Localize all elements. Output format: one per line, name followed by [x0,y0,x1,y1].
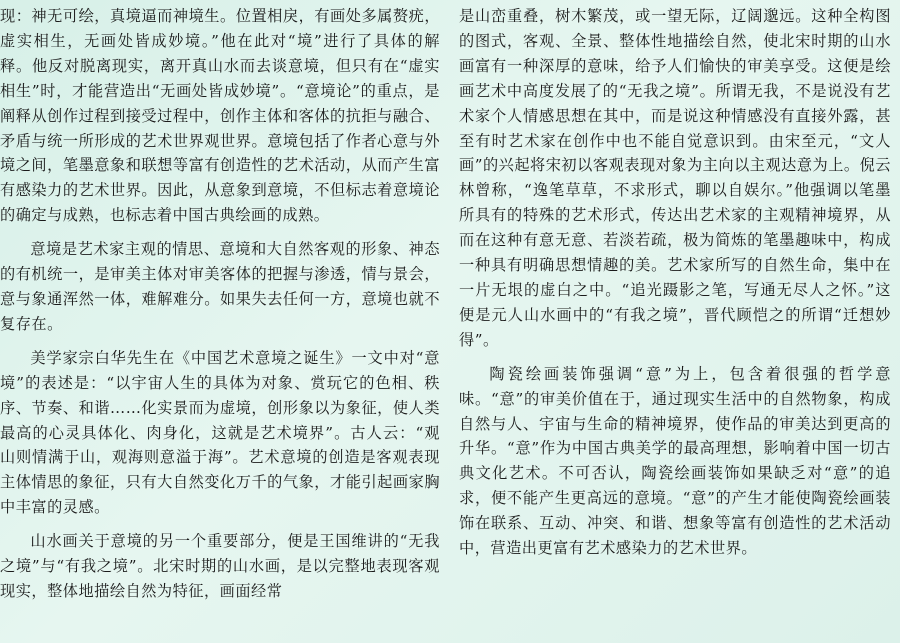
paragraph: 意境是艺术家主观的情思、意境和大自然客观的形象、神态的有机统一，是审美主体对审美客体的把握与渗透，情与景会，意与象通浑然一体，难解难分。如果失去任何一方，意境也就不复存在。 [0,240,440,333]
paragraph: 现：神无可绘，真境逼而神境生。位置相戾，有画处多属赘疣，虚实相生，无画处皆成妙境。”他在此对“境”进行了具体的解释。他反对脱离现实，离开真山水而去谈意境，但只有在“虚实相生”时，才能营造出“无画处皆成妙境”。“意境论”的重点，是阐释从创作过程到接受过程中，创作主体和客体的抗拒与融合、矛盾与统一所形成的艺术世界观世界。意境包括了作者心意与外境之间，笔墨意象和联想等富有创造性的艺术活动，从而产生富有感染力的艺术世界。因此，从意象到意境，不但标志着意境论的确定与成熟，也标志着中国古典绘画的成熟。 [0,7,440,225]
paragraph: 是山峦重叠，树木繁茂，或一望无际，辽阔邈远。这种全构图的图式，客观、全景、整体性地描绘自然，使北宋时期的山水画富有一种深厚的意味，给予人们愉快的审美享受。这便是绘画艺术中高度发展了的“无我之境”。所谓无我，不是说没有艺术家个人情感思想在其中，而是说这种情感没有直接外露，甚至有时艺术家在创作中也不能自觉意识到。由宋至元，“文人画”的兴起将宋初以客观表现对象为主向以主观达意为上。倪云林曾称，“逸笔草草，不求形式，聊以自娱尔。”他强调以笔墨所具有的特殊的艺术形式，传达出艺术家的主观精神境界，从而在这种有意无意、若淡若疏，极为简炼的笔墨趣味中，构成一种具有明确思想情趣的美。艺术家所写的自然生命，集中在一片无垠的虚白之中。“追光蹑影之笔，写通无尽人之怀。”这便是元人山水画中的“有我之境”，晋代顾恺之的所谓“迁想妙得”。 [459,7,891,349]
right-text-column [459,4,891,570]
paragraph: 山水画关于意境的另一个重要部分，便是王国维讲的“无我之境”与“有我之境”。北宋时期的山水画，是以完整地表现客观现实，整体地描绘自然为特征，画面经常 [0,532,440,600]
paragraph: 陶瓷绘画装饰强调“意”为上，包含着很强的哲学意味。“意”的审美价值在于，通过现实生活中的自然物象，构成自然与人、宇宙与生命的精神境界，使作品的审美达到更高的升华。“意”作为中国古典美学的最高理想，影响着中国一切古典文化艺术。不可否认，陶瓷绘画装饰如果缺乏对“意”的追求，便不能产生更高远的意境。“意”的产生才能使陶瓷绘画装饰在联系、互动、冲突、和谐、想象等富有创造性的艺术活动中，营造出更富有艺术感染力的艺术世界。 [459,364,891,558]
paragraph: 美学家宗白华先生在《中国艺术意境之诞生》一文中对“意境”的表述是：“以宇宙人生的具体为对象、赏玩它的色相、秩序、节奏、和谐……化实景而为虚境，创形象以为象征，使人类最高的心灵具体化、肉身化，这就是艺术境界”。古人云：“观山则情满于山，观海则意溢于海”。艺术意境的创造是客观表现主体情思的象征，只有大自然变化万千的气象，才能引起画家胸中丰富的灵感。 [0,348,440,517]
left-text-column [0,4,440,613]
